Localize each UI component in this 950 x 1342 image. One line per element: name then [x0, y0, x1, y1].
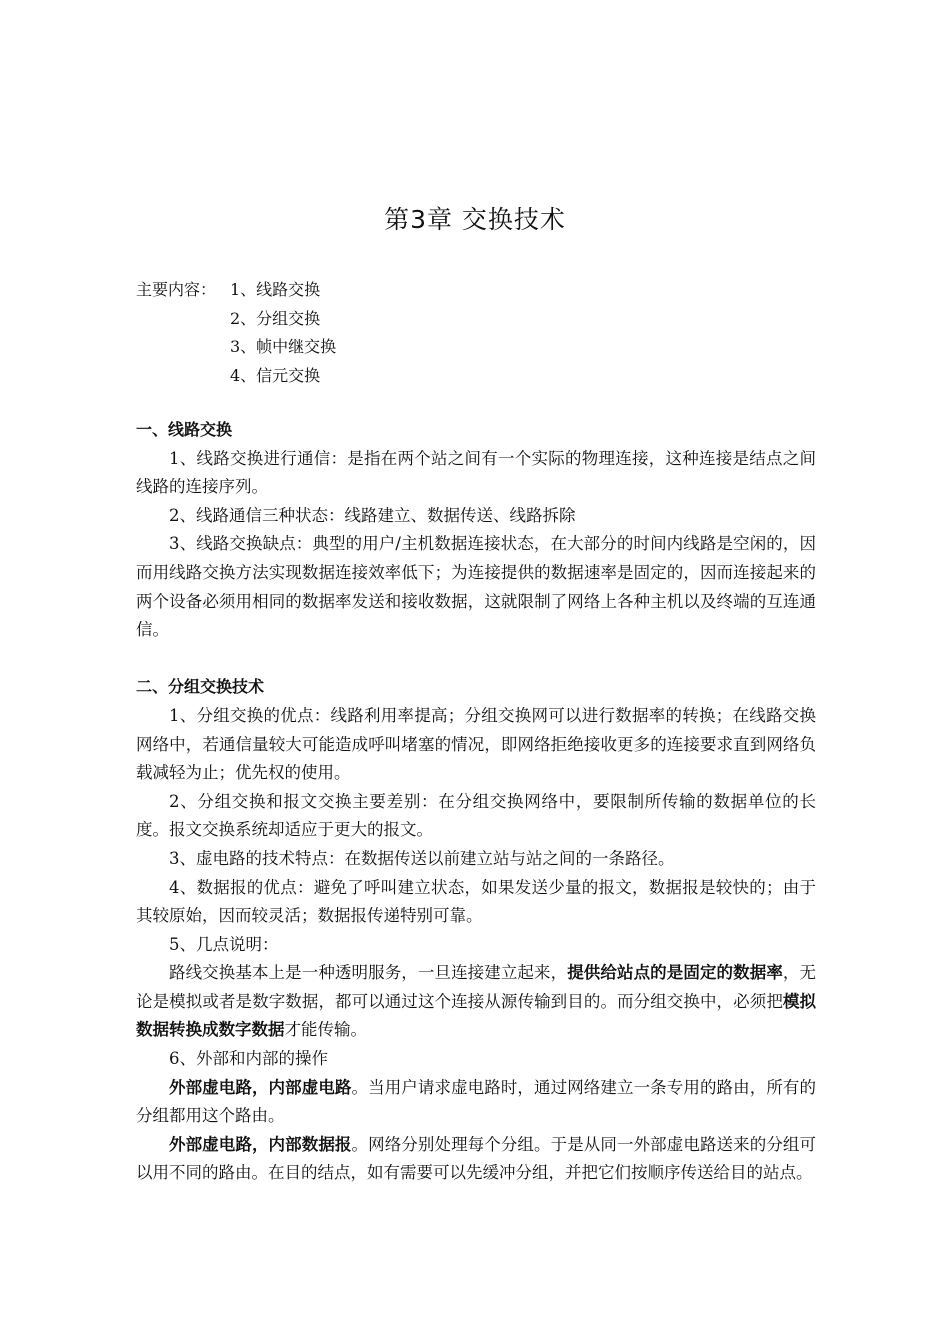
paragraph	[136, 959, 816, 1045]
text-run: ，无论是模拟或者是数字数据，都可以通过这个连接从源传输到目的。而分组交换中，必须把	[136, 963, 817, 1011]
toc-item: 3、帧中继交换	[230, 337, 337, 356]
paragraph: 1、分组交换的优点：线路利用率提高；分组交换网可以进行数据率的转换；在线路交换网络中，若通信量较大可能造成呼叫堵塞的情况，即网络拒绝接收更多的连接要求直到网络负载减轻为止；优先权的使用。	[136, 705, 816, 783]
toc-row	[136, 362, 336, 391]
toc-item: 2、分组交换	[230, 308, 321, 328]
paragraph: 3、线路交换缺点：典型的用户/主机数据连接状态，在大部分的时间内线路是空闲的，因而用线路交换方法实现数据连接效率低下；为连接提供的数据速率是固定的，因而连接起来的两个设备必须用相同的数据率发送和接收数据，这就限制了网络上各种主机以及终端的互连通信。	[136, 534, 816, 640]
toc-item: 4、信元交换	[230, 365, 321, 385]
paragraph: 3、虚电路的技术特点：在数据传送以前建立站与站之间的一条路径。	[169, 848, 675, 868]
emphasis-text: 提供给站点的是固定的数据率	[567, 963, 783, 983]
emphasis-text: 模拟数据转换成数字数据	[136, 991, 817, 1040]
chapter-title: 第3章 交换技术	[384, 205, 566, 234]
text-run: 。网络分别处理每个分组。于是从同一外部虚电路送来的分组可以用不同的路由。在目的结点，如有需要可以先缓冲分组，并把它们按顺序传送给目的站点。	[136, 1134, 817, 1183]
paragraph: 6、外部和内部的操作	[169, 1049, 328, 1069]
paragraph: 2、线路通信三种状态：线路建立、数据传送、线路拆除	[169, 505, 576, 525]
paragraph: 5、几点说明：	[169, 934, 279, 954]
section-heading-circuit-switching: 一、线路交换	[136, 420, 233, 439]
paragraph: 4、数据报的优点：避免了呼叫建立状态，如果发送少量的报文，数据报是较快的；由于其较原始，因而较灵活；数据报传递特别可靠。	[136, 877, 816, 926]
paragraph	[136, 1074, 816, 1131]
paragraph	[136, 1131, 816, 1188]
emphasis-text: 外部虚电路，内部数据报	[169, 1134, 352, 1154]
toc-label: 主要内容：	[136, 280, 217, 299]
text-run: 才能传输。	[284, 1020, 367, 1040]
toc-row	[136, 305, 336, 334]
toc-row	[136, 276, 336, 305]
emphasis-text: 外部虚电路，内部虚电路	[169, 1077, 352, 1097]
toc-item: 1、线路交换	[230, 280, 321, 299]
document-body	[136, 416, 816, 1188]
text-run: 路线交换基本上是一种透明服务，一旦连接建立起来，	[169, 963, 568, 983]
section-heading-packet-switching: 二、分组交换技术	[136, 677, 265, 697]
main-contents	[136, 276, 336, 390]
paragraph: 1、线路交换进行通信：是指在两个站之间有一个实际的物理连接，这种连接是结点之间线路的连接序列。	[136, 448, 816, 497]
text-run: 。当用户请求虚电路时，通过网络建立一条专用的路由，所有的分组都用这个路由。	[136, 1077, 817, 1126]
paragraph: 2、分组交换和报文交换主要差别：在分组交换网络中，要限制所传输的数据单位的长度。报文交换系统却适应于更大的报文。	[136, 791, 816, 840]
toc-row	[136, 333, 336, 362]
